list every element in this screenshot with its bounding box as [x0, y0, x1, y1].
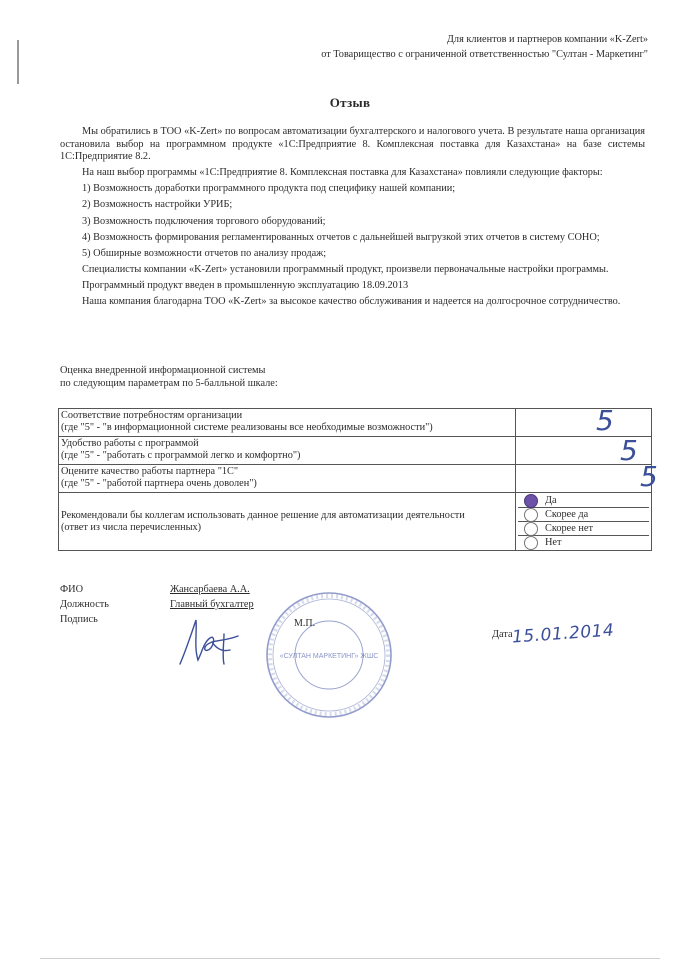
factor-item: 5) Обширные возможности отчетов по анализу продаж; — [82, 247, 327, 259]
question-title: Оцените качество работы партнера "1С" — [61, 466, 239, 477]
radio-icon[interactable] — [524, 536, 538, 550]
rating-row — [59, 409, 652, 437]
factor-item: 1) Возможность доработки программного продукта под специфику нашей компании; — [82, 183, 456, 195]
document-title: Отзыв — [329, 95, 371, 110]
factor-item: 3) Возможность подключения торгового оборудований; — [82, 215, 326, 227]
radio-selected-icon[interactable] — [524, 494, 538, 508]
position-value: Главный бухгалтер — [170, 599, 254, 610]
factor-item: 2) Возможность настройки УРИБ; — [82, 199, 233, 211]
option-label: Скорее да — [545, 508, 589, 520]
binding-mark — [17, 40, 19, 84]
stamp-text: «СУЛТАН МАРКЕТИНГ» ЖШС — [279, 653, 379, 660]
rating-question — [59, 465, 516, 493]
rating-intro — [60, 365, 278, 390]
handwritten-score: 5 — [596, 404, 614, 437]
paragraph-factors: На наш выбор программы «1С:Предприятие 8. Комплексная поставка для Казахстана» повлияли следующие факторы: — [82, 167, 603, 179]
handwritten-signature — [172, 612, 252, 672]
header-line-1: Для клиентов и партнеров компании «K-Zert» — [446, 34, 648, 45]
paragraph-thanks: Наша компания благодарна ТОО «K-Zert» за высокое качество обслуживания и надеется на долгосрочное сотрудничество. — [82, 296, 621, 308]
rating-intro-line: по следующим параметрам по 5-балльной шкале: — [60, 377, 278, 389]
position-label: Должность — [60, 599, 109, 610]
rating-answer — [516, 404, 652, 437]
header-line-2: от Товарищество с ограниченной ответственностью "Султан - Маркетинг" — [321, 49, 648, 60]
question-title: Удобство работы с программой — [61, 438, 199, 449]
handwritten-score: 5 — [620, 434, 638, 467]
rating-intro-line: Оценка внедренной информационной системы — [60, 365, 266, 376]
rating-answer — [516, 460, 658, 493]
signature-label: Подпись — [60, 614, 98, 625]
question-hint: (где "5" - "работать с программой легко и комфортно") — [61, 449, 301, 461]
date-label: Дата — [492, 629, 513, 640]
question-title: Рекомендовали бы коллегам использовать данное решение для автоматизации деятельности — [61, 510, 465, 521]
rating-row — [59, 437, 652, 465]
company-stamp — [262, 588, 396, 722]
paragraph-launch: Программный продукт введен в промышленную эксплуатацию 18.09.2013 — [82, 279, 409, 291]
paragraph-specialists: Специалисты компании «K-Zert» установили программный продукт, произвели первоначальные настройки программы. — [82, 263, 609, 275]
rating-question — [59, 409, 516, 437]
rating-table — [58, 404, 658, 551]
option-rather-no[interactable] — [518, 522, 649, 536]
rating-question — [59, 437, 516, 465]
fio-value: Жансарбаева А.А. — [170, 584, 250, 595]
review-body — [60, 126, 645, 312]
fio-label: ФИО — [60, 584, 84, 595]
recommend-options — [516, 493, 652, 551]
factor-item: 4) Возможность формирования регламентированных отчетов с дальнейшей выгрузкой этих отчетов в систему СОНО; — [82, 231, 600, 243]
option-label: Да — [545, 494, 557, 506]
question-hint: (где "5" - "в информационной системе реализованы все необходимые возможности") — [61, 421, 433, 433]
signature-labels — [60, 582, 109, 627]
signature-values — [170, 582, 254, 612]
recommend-question — [59, 493, 516, 551]
question-hint: (где "5" - "работой партнера очень доволен") — [61, 477, 257, 489]
rating-answer — [516, 434, 652, 467]
rating-row — [59, 465, 652, 493]
stamp-placeholder-label: М.П. — [294, 618, 316, 629]
option-label: Скорее нет — [545, 522, 593, 534]
handwritten-score: 5 — [640, 460, 658, 493]
recommend-row — [59, 493, 652, 551]
radio-icon[interactable] — [524, 508, 538, 522]
paragraph-intro: Мы обратились в ТОО «K-Zert» по вопросам автоматизации бухгалтерского и налогового учета. В результате наша организация остановила выбор на программном продукте «1С:Предприятие 8. Комплексная поставка для Казахстана» на базе системы 1С:Предприятие 8.2. — [60, 126, 645, 163]
option-rather-yes[interactable] — [518, 508, 649, 522]
option-label: Нет — [545, 536, 562, 548]
option-no[interactable] — [518, 536, 649, 549]
radio-icon[interactable] — [524, 522, 538, 536]
question-hint: (ответ из числа перечисленных) — [61, 521, 202, 533]
question-title: Соответствие потребностям организации — [61, 410, 243, 421]
page-edge-line — [40, 958, 660, 959]
option-yes[interactable] — [518, 494, 649, 508]
handwritten-date: 15.01.2014 — [511, 620, 615, 648]
